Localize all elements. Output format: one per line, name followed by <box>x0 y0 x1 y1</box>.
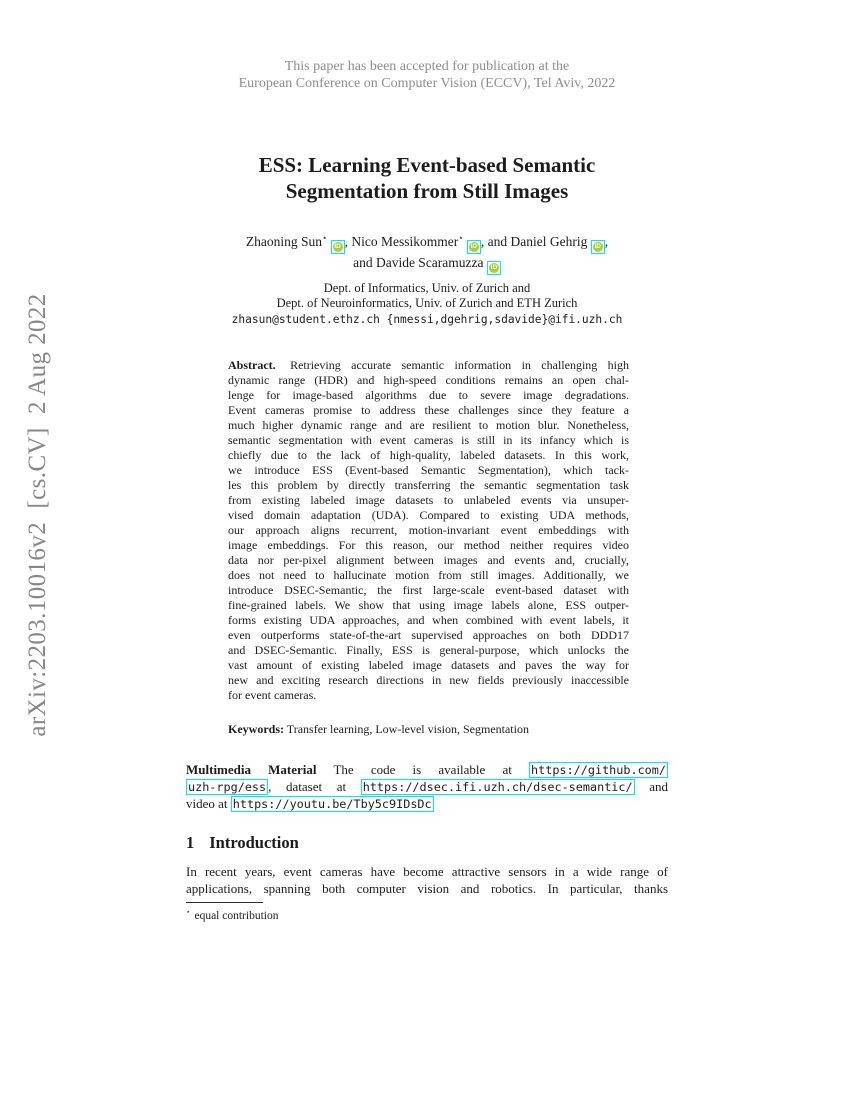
equal-contribution-mark: ⋆ <box>322 233 328 243</box>
author-conjunction: and <box>487 234 508 249</box>
abstract-line: dynamic range (HDR) and high-speed conditions remains an open chal- <box>228 373 629 387</box>
abstract-section <box>228 358 629 703</box>
abstract-line: Event cameras promise to address these challenges since they feature a <box>228 403 629 417</box>
author-separator: , <box>344 234 348 249</box>
author-list <box>156 233 698 275</box>
abstract-line: semantic segmentation with event cameras is still in its infancy which is <box>228 433 629 447</box>
intro-line-1: In recent years, event cameras have become attractive sensors in a wide range of <box>186 864 668 879</box>
section-number: 1 <box>186 833 195 852</box>
keywords-label: Keywords: <box>228 722 284 736</box>
dataset-link[interactable]: https://dsec.ifi.uzh.ch/dsec-semantic/ <box>362 780 633 794</box>
footnote-line <box>186 907 668 922</box>
author-name-1: Zhaoning Sun <box>245 234 323 249</box>
abstract-line: from existing labeled image datasets to unlabeled events via unsuper- <box>228 493 629 507</box>
footnote-block <box>186 902 668 922</box>
abstract-line: introduce DSEC-Semantic, the first large-scale event-based dataset with <box>228 583 629 597</box>
equal-contribution-mark: ⋆ <box>458 233 464 243</box>
abstract-line: les this problem by directly transferring the semantic segmentation task <box>228 478 629 492</box>
abstract-line: we introduce ESS (Event-based Semantic Segmentation), which tack- <box>228 463 629 477</box>
abstract-line: image embeddings. For this reason, our method neither requires video <box>228 538 629 552</box>
multimedia-line-2 <box>186 778 668 795</box>
affiliation-line2: Dept. of Neuroinformatics, Univ. of Zurich and ETH Zurich <box>276 295 578 310</box>
abstract-body <box>228 373 629 688</box>
multimedia-text-4: video at <box>186 796 228 811</box>
orcid-icon[interactable] <box>591 240 605 254</box>
section-title: Introduction <box>209 833 299 852</box>
multimedia-heading: Multimedia Material <box>186 762 317 777</box>
footnote-rule <box>186 902 263 903</box>
acceptance-notice <box>186 58 668 92</box>
paper-title-line1: ESS: Learning Event-based Semantic <box>258 153 596 177</box>
abstract-line: even outperforms state-of-the-art supervised approaches on both DDD17 <box>228 628 629 642</box>
author-separator: , <box>480 234 485 249</box>
orcid-id-glyph: iD <box>594 243 601 250</box>
orcid-id-glyph: iD <box>470 243 478 250</box>
abstract-line: does not need to hallucinate motion from still images. Additionally, we <box>228 568 629 582</box>
multimedia-line-1 <box>186 761 668 778</box>
orcid-icon[interactable] <box>467 240 481 254</box>
multimedia-material-paragraph <box>186 761 668 812</box>
abstract-label: Abstract. <box>228 358 276 372</box>
intro-paragraph <box>186 864 668 897</box>
authors-line-1 <box>156 233 698 254</box>
multimedia-line-3 <box>186 795 668 812</box>
abstract-line: new and exciting research directions in new fields previously inaccessible <box>228 673 629 687</box>
video-link[interactable]: https://youtu.be/Tby5c9IDsDc <box>232 797 432 811</box>
authors-line-2 <box>156 254 698 275</box>
author-separator: , <box>604 234 609 249</box>
orcid-icon[interactable] <box>487 261 501 275</box>
abstract-first-line-text: Retrieving accurate semantic information in challenging high <box>290 358 630 372</box>
orcid-id-glyph: iD <box>490 264 498 271</box>
affiliation-line1: Dept. of Informatics, Univ. of Zurich and <box>323 281 531 295</box>
github-link[interactable]: https://github.com/ <box>531 763 666 777</box>
footnote-text: equal contribution <box>194 909 279 922</box>
affiliation-block <box>186 281 668 328</box>
abstract-line: chiefly due to the lack of high-quality, labeled datasets. In this work, <box>228 448 629 462</box>
abstract-line: and DSEC-Semantic. Finally, ESS is general-purpose, which unlocks the <box>228 643 629 657</box>
abstract-line: fine-grained labels. We show that using image labels alone, ESS outper- <box>228 598 629 612</box>
author-emails: zhasun@student.ethz.ch {nmessi,dgehrig,sdavide}@ifi.uzh.ch <box>231 313 623 326</box>
arxiv-watermark: arXiv:2203.10016v2 [cs.CV] 2 Aug 2022 <box>24 293 51 737</box>
abstract-last-line: for event cameras. <box>228 688 317 702</box>
orcid-id-glyph: iD <box>334 243 341 250</box>
author-name-3: Daniel Gehrig <box>510 234 588 249</box>
multimedia-text-3: and <box>649 779 669 794</box>
abstract-line: data nor per-pixel alignment between images and events and, crucially, <box>228 553 629 567</box>
abstract-line: our approach aligns recurrent, motion-invariant event embeddings with <box>228 523 629 537</box>
author-name-2: Nico Messikommer <box>351 234 459 249</box>
multimedia-text-2: , dataset at <box>268 779 347 794</box>
keywords-line <box>228 722 629 737</box>
abstract-line: vised domain adaptation (UDA). Compared to existing UDA methods, <box>228 508 629 522</box>
orcid-icon[interactable] <box>331 240 345 254</box>
abstract-line: lenge for image-based algorithms due to severe image degradations. <box>228 388 629 402</box>
multimedia-text-1: The code is available at <box>333 762 512 777</box>
acceptance-notice-line2: European Conference on Computer Vision (ECCV), Tel Aviv, 2022 <box>238 76 616 91</box>
intro-line-2: applications, spanning both computer vision and robotics. In particular, thanks <box>186 880 668 896</box>
acceptance-notice-line1: This paper has been accepted for publication at the <box>284 59 570 74</box>
abstract-first-line <box>228 358 629 373</box>
footnote-mark: ⋆ <box>186 908 191 916</box>
abstract-line: much higher dynamic range and are resilient to motion blur. Nonetheless, <box>228 418 629 432</box>
paper-title <box>186 152 668 204</box>
author-name-4: Davide Scaramuzza <box>375 255 484 270</box>
author-conjunction: and <box>353 255 373 270</box>
abstract-line: forms existing UDA approaches, and when combined with event labels, it <box>228 613 629 627</box>
section-1-heading <box>186 833 299 853</box>
github-link-continued[interactable]: uzh-rpg/ess <box>188 780 267 794</box>
paper-title-line2: Segmentation from Still Images <box>285 179 569 203</box>
keywords-text: Transfer learning, Low-level vision, Segmentation <box>286 722 529 736</box>
abstract-line: vast amount of existing labeled image datasets and paves the way for <box>228 658 629 672</box>
